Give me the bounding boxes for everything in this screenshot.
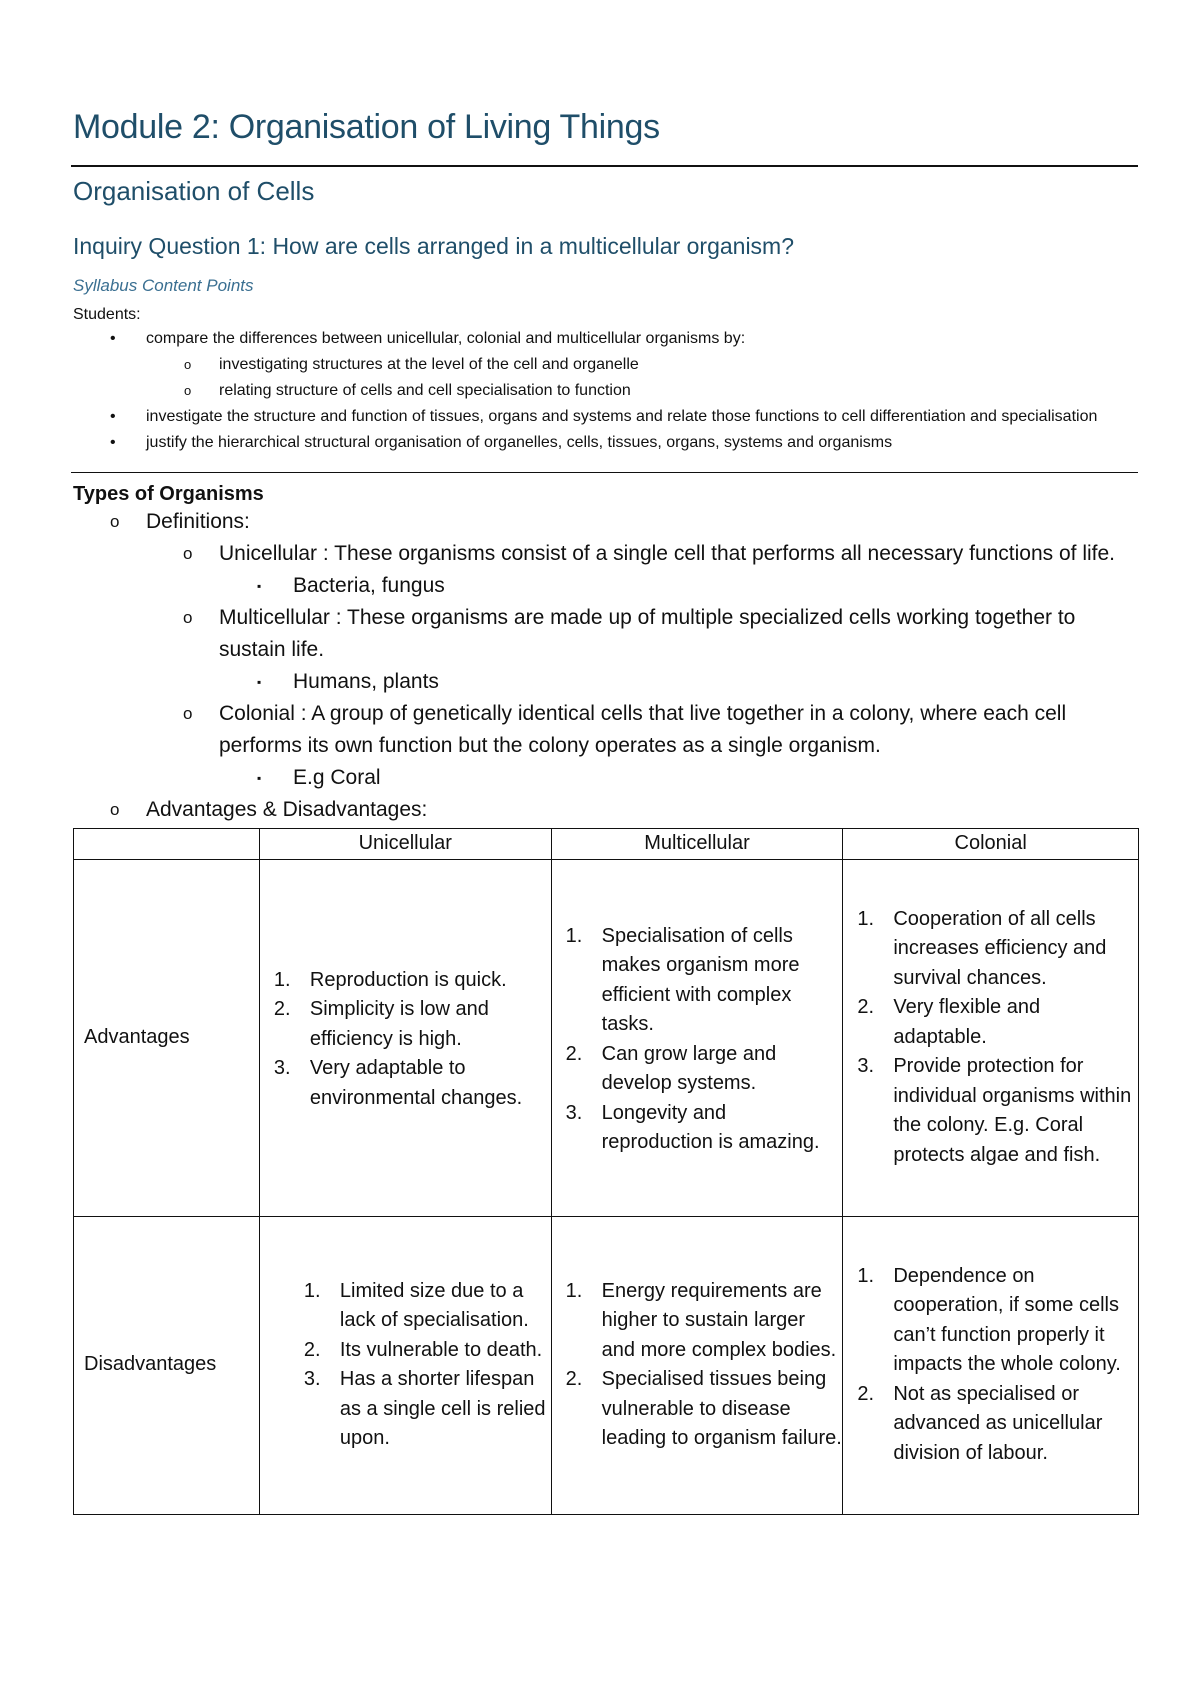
list-item-text: Longevity and reproduction is amazing. (601, 1101, 820, 1153)
list-number: 1. (303, 1279, 321, 1302)
list-item-text: Very flexible and adaptable. (893, 996, 1041, 1048)
title-divider (71, 165, 1138, 167)
list-item (260, 1336, 551, 1366)
list-number: 1. (273, 968, 291, 991)
bullet-icon: • (110, 408, 116, 425)
list-number: 3. (273, 1057, 291, 1080)
definitions-label: Definitions: (146, 510, 250, 533)
table-cell (843, 1216, 1139, 1514)
list-item-text: Limited size due to a lack of specialisation. (339, 1279, 529, 1331)
list-item-text: Has a shorter lifespan as a single cell is relied upon. (339, 1368, 546, 1449)
circle-bullet-icon: o (184, 357, 192, 372)
circle-bullet-icon: o (184, 383, 192, 398)
syllabus-subpoint-text: relating structure of cells and cell specialisation to function (219, 382, 631, 399)
list-number: 3. (303, 1368, 321, 1390)
list-item-text: Reproduction is quick. (309, 968, 507, 991)
syllabus-subpoint-text: investigating structures at the level of the cell and organelle (219, 356, 639, 373)
syllabus-point-text: compare the differences between unicellular, colonial and multicellular organisms by: (146, 330, 746, 347)
advdis-item (73, 794, 1138, 826)
header-cell: Multicellular (551, 829, 843, 860)
list-item (552, 1099, 843, 1158)
example-item (73, 666, 1138, 698)
list-number: 2. (565, 1042, 583, 1065)
syllabus-point-text: justify the hierarchical structural organisation of organelles, cells, tissues, organs, systems and organisms (146, 434, 893, 451)
students-label: Students: (73, 306, 141, 323)
list-number: 2. (303, 1338, 321, 1361)
numbered-list (552, 922, 843, 1158)
list-item-text: Simplicity is low and efficiency is high. (309, 998, 489, 1050)
syllabus-subpoint (73, 378, 1138, 404)
types-heading: Types of Organisms (73, 483, 264, 505)
list-item (260, 966, 551, 996)
list-item-text: Specialised tissues being vulnerable to disease leading to organism failure. (601, 1368, 842, 1449)
circle-bullet-icon: o (110, 512, 120, 531)
syllabus-list (73, 326, 1138, 456)
list-item-text: Its vulnerable to death. (339, 1338, 543, 1361)
numbered-list (552, 1277, 843, 1454)
list-item (260, 1277, 551, 1336)
inquiry-question: Inquiry Question 1: How are cells arranged in a multicellular organism? (73, 233, 795, 259)
table-cell (551, 1216, 843, 1514)
square-bullet-icon: ▪ (257, 579, 262, 593)
list-item (843, 993, 1138, 1052)
list-item (552, 1277, 843, 1366)
circle-bullet-icon: o (183, 704, 193, 723)
syllabus-point (73, 326, 1138, 404)
syllabus-sublist (146, 352, 1138, 404)
syllabus-point (73, 404, 1138, 430)
definition-text: Unicellular : These organisms consist of a single cell that performs all necessary functions of life. (219, 542, 1116, 565)
list-item (260, 1054, 551, 1113)
list-number: 2. (857, 1382, 875, 1405)
header-cell: Unicellular (259, 829, 551, 860)
table-row (74, 859, 1139, 1216)
numbered-list (260, 966, 551, 1114)
table-cell (843, 859, 1139, 1216)
comparison-table (73, 828, 1139, 1515)
definition-item (73, 602, 1138, 666)
list-number: 2. (565, 1368, 583, 1390)
table-row (74, 1216, 1139, 1514)
table-cell (259, 1216, 551, 1514)
numbered-list (843, 905, 1138, 1171)
list-number: 1. (565, 924, 583, 947)
syllabus-point-text: investigate the structure and function of tissues, organs and systems and relate those functions to cell differentiation and specialisation (146, 408, 1098, 425)
table-cell (551, 859, 843, 1216)
definition-text: Multicellular : These organisms are made up of multiple specialized cells working together to sustain life. (219, 606, 1076, 661)
table-cell (259, 859, 551, 1216)
list-item-text: Not as specialised or advanced as unicellular division of labour. (893, 1382, 1103, 1464)
page-title: Module 2: Organisation of Living Things (73, 108, 660, 146)
example-text: Humans, plants (293, 670, 439, 693)
list-number: 2. (857, 996, 875, 1019)
definition-text: Colonial : A group of genetically identical cells that live together in a colony, where each cell performs its own function but the colony operates as a single organism. (219, 702, 1067, 757)
list-item-text: Cooperation of all cells increases efficiency and survival chances. (893, 907, 1107, 989)
definition-item (73, 698, 1138, 762)
list-item (552, 922, 843, 1040)
list-item (843, 1262, 1138, 1380)
section-heading: Organisation of Cells (73, 176, 315, 206)
advdis-label: Advantages & Disadvantages: (146, 798, 428, 821)
example-text: E.g Coral (293, 766, 381, 789)
header-cell: Colonial (843, 829, 1139, 860)
list-item-text: Dependence on cooperation, if some cells can’t function properly it impacts the whole colony. (893, 1264, 1121, 1376)
circle-bullet-icon: o (183, 608, 193, 627)
list-number: 1. (565, 1279, 583, 1302)
types-outline (73, 506, 1138, 826)
numbered-list (843, 1262, 1138, 1469)
example-text: Bacteria, fungus (293, 574, 445, 597)
list-number: 1. (857, 1264, 875, 1287)
list-item (260, 1365, 551, 1454)
syllabus-subpoint (73, 352, 1138, 378)
list-number: 1. (857, 907, 875, 930)
list-item-text: Provide protection for individual organisms within the colony. E.g. Coral protects algae and fish. (893, 1055, 1132, 1166)
example-item (73, 762, 1138, 794)
circle-bullet-icon: o (183, 544, 193, 563)
list-item-text: Specialisation of cells makes organism more efficient with complex tasks. (601, 924, 800, 1035)
example-item (73, 570, 1138, 602)
numbered-list (260, 1277, 551, 1454)
section-divider (71, 472, 1138, 473)
table-header-row (74, 829, 1139, 860)
list-item (552, 1040, 843, 1099)
bullet-icon: • (110, 330, 116, 347)
row-label: Disadvantages (74, 1216, 260, 1514)
bullet-icon: • (110, 434, 116, 451)
square-bullet-icon: ▪ (257, 771, 262, 785)
list-item (843, 1380, 1138, 1469)
list-number: 2. (273, 998, 291, 1021)
syllabus-point (73, 430, 1138, 456)
definition-item (73, 538, 1138, 570)
definitions-item (73, 506, 1138, 538)
list-number: 3. (857, 1055, 875, 1078)
list-item (843, 905, 1138, 994)
list-item-text: Can grow large and develop systems. (601, 1042, 777, 1094)
list-item (552, 1365, 843, 1454)
list-item-text: Energy requirements are higher to sustain larger and more complex bodies. (601, 1279, 837, 1361)
header-cell (74, 829, 260, 860)
square-bullet-icon: ▪ (257, 675, 262, 689)
list-number: 3. (565, 1101, 583, 1124)
circle-bullet-icon: o (110, 800, 120, 819)
list-item (260, 995, 551, 1054)
list-item (843, 1052, 1138, 1170)
syllabus-heading: Syllabus Content Points (73, 276, 254, 295)
list-item-text: Very adaptable to environmental changes. (309, 1057, 523, 1109)
row-label: Advantages (74, 859, 260, 1216)
